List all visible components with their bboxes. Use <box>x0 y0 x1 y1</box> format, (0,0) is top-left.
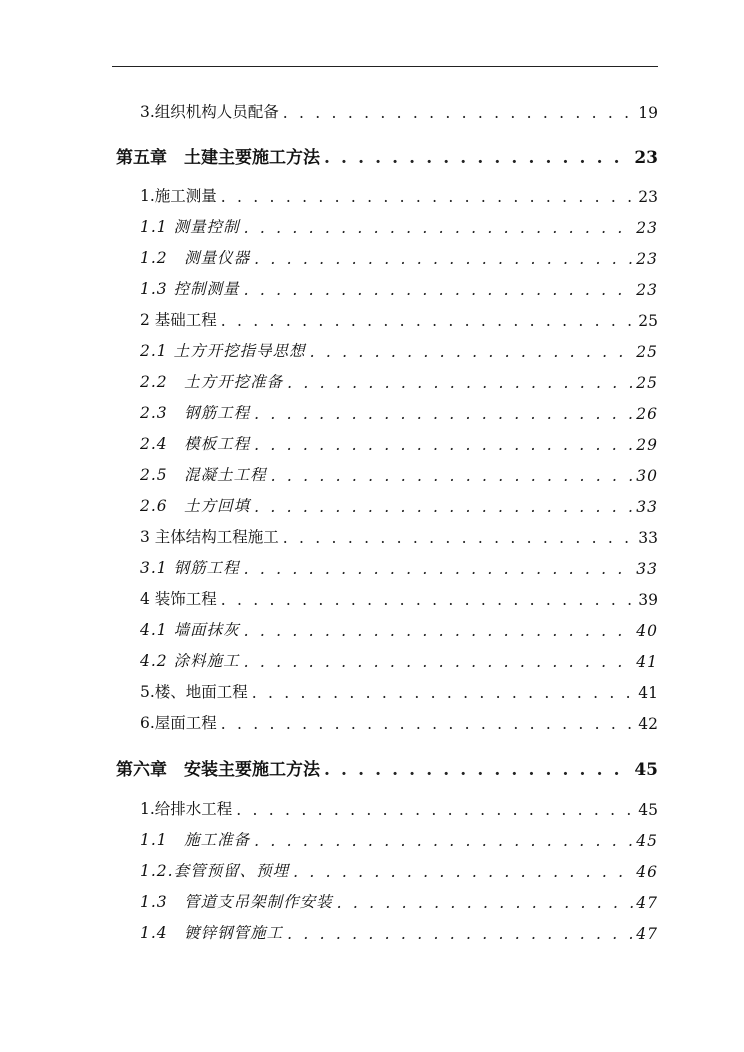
dot-leader <box>221 188 636 206</box>
dot-leader <box>283 529 636 547</box>
toc-subentry-title: 1.4 镀锌钢管施工 <box>140 924 284 942</box>
toc-subentry-page: 25 <box>636 374 658 392</box>
toc-entry-title: 1.施工测量 <box>140 187 217 205</box>
dot-leader <box>244 560 635 578</box>
toc-subentry-page: 45 <box>636 832 658 850</box>
toc-entry-page: 25 <box>638 312 658 330</box>
toc-entry-page: 19 <box>638 104 658 122</box>
toc-subentry[interactable] <box>140 275 658 299</box>
toc-subentry-title: 4.1 墙面抹灰 <box>140 621 240 639</box>
toc-entry-title: 4 装饰工程 <box>140 590 217 608</box>
toc-subentry[interactable] <box>140 399 658 423</box>
toc-subentry[interactable] <box>140 554 658 578</box>
toc-subentry[interactable] <box>140 337 658 361</box>
toc-subentry-title: 1.2 测量仪器 <box>140 249 251 267</box>
toc-subentry-page: 25 <box>636 343 658 361</box>
toc-subentry[interactable] <box>140 244 658 268</box>
toc-subentry-page: 30 <box>636 467 658 485</box>
dot-leader <box>293 863 634 881</box>
toc-entry[interactable] <box>140 306 658 330</box>
dot-leader <box>254 405 634 423</box>
toc-subentry-page: 29 <box>636 436 658 454</box>
dot-leader <box>254 436 634 454</box>
toc-entry[interactable] <box>140 709 658 733</box>
toc-subentry-page: 41 <box>636 653 658 671</box>
toc-subentry-title: 1.3 控制测量 <box>140 280 240 298</box>
toc-subentry-title: 2.3 钢筋工程 <box>140 404 251 422</box>
toc-entry[interactable] <box>140 98 658 122</box>
dot-leader <box>287 925 634 943</box>
dot-leader <box>287 374 634 392</box>
toc-entry[interactable] <box>140 182 658 206</box>
toc-subentry-title: 3.1 钢筋工程 <box>140 559 240 577</box>
toc-entry[interactable] <box>140 678 658 702</box>
toc-subentry-page: 26 <box>636 405 658 423</box>
toc-entry-page: 39 <box>638 591 658 609</box>
dot-leader <box>324 148 632 168</box>
dot-leader <box>252 684 636 702</box>
dot-leader <box>310 343 635 361</box>
toc-subentry-page: 33 <box>636 498 658 516</box>
toc-entry-page: 45 <box>638 801 658 819</box>
toc-entry-page: 41 <box>638 684 658 702</box>
dot-leader <box>324 760 632 780</box>
toc-subentry-page: 47 <box>636 925 658 943</box>
toc-subentry-page: 23 <box>636 281 658 299</box>
dot-leader <box>221 591 636 609</box>
toc-entry-title: 5.楼、地面工程 <box>140 683 248 701</box>
dot-leader <box>221 312 636 330</box>
toc-subentry-page: 46 <box>636 863 658 881</box>
toc-entry-page: 33 <box>638 529 658 547</box>
dot-leader <box>236 801 636 819</box>
header-rule <box>112 66 658 67</box>
toc-subentry-title: 1.2.套管预留、预埋 <box>140 862 290 880</box>
toc-subentry-page: 40 <box>636 622 658 640</box>
toc-entry[interactable] <box>140 795 658 819</box>
toc-subentry-page: 33 <box>636 560 658 578</box>
dot-leader <box>271 467 635 485</box>
toc-subentry-title: 2.6 土方回填 <box>140 497 251 515</box>
toc-subentry-title: 2.4 模板工程 <box>140 435 251 453</box>
toc-subentry[interactable] <box>140 857 658 881</box>
toc-entry-page: 42 <box>638 715 658 733</box>
toc-subentry[interactable] <box>140 826 658 850</box>
toc-subentry[interactable] <box>140 368 658 392</box>
toc-chapter[interactable] <box>116 144 658 168</box>
toc-subentry[interactable] <box>140 919 658 943</box>
toc-entry-title: 6.屋面工程 <box>140 714 217 732</box>
toc-subentry[interactable] <box>140 647 658 671</box>
toc-subentry-page: 23 <box>636 219 658 237</box>
toc-entry-title: 2 基础工程 <box>140 311 217 329</box>
toc-chapter-title: 第六章 安装主要施工方法 <box>116 760 320 780</box>
toc-entry-title: 1.给排水工程 <box>140 800 233 818</box>
toc-entry-page: 23 <box>638 188 658 206</box>
toc-entry-title: 3.组织机构人员配备 <box>140 103 279 121</box>
toc-chapter-page: 45 <box>634 760 658 780</box>
dot-leader <box>244 622 635 640</box>
dot-leader <box>254 250 634 268</box>
toc-subentry[interactable] <box>140 430 658 454</box>
dot-leader <box>337 894 635 912</box>
toc-chapter-title: 第五章 土建主要施工方法 <box>116 148 320 168</box>
dot-leader <box>283 104 636 122</box>
toc-entry-title: 3 主体结构工程施工 <box>140 528 279 546</box>
toc-subentry[interactable] <box>140 461 658 485</box>
dot-leader <box>254 498 634 516</box>
dot-leader <box>244 653 635 671</box>
toc-chapter[interactable] <box>116 756 658 780</box>
toc-entry[interactable] <box>140 523 658 547</box>
toc-subentry[interactable] <box>140 213 658 237</box>
toc-subentry[interactable] <box>140 888 658 912</box>
toc-subentry-title: 2.2 土方开挖准备 <box>140 373 284 391</box>
toc-subentry-title: 2.5 混凝土工程 <box>140 466 267 484</box>
toc-entry[interactable] <box>140 585 658 609</box>
toc-subentry-page: 23 <box>636 250 658 268</box>
toc-subentry-title: 1.3 管道支吊架制作安装 <box>140 893 333 911</box>
toc-subentry-title: 1.1 施工准备 <box>140 831 251 849</box>
toc-subentry-title: 1.1 测量控制 <box>140 218 240 236</box>
toc-subentry-page: 47 <box>636 894 658 912</box>
toc-chapter-page: 23 <box>634 148 658 168</box>
toc-subentry[interactable] <box>140 492 658 516</box>
toc-subentry-title: 2.1 土方开挖指导思想 <box>140 342 306 360</box>
dot-leader <box>254 832 634 850</box>
toc-subentry[interactable] <box>140 616 658 640</box>
dot-leader <box>221 715 636 733</box>
dot-leader <box>244 219 635 237</box>
toc-subentry-title: 4.2 涂料施工 <box>140 652 240 670</box>
dot-leader <box>244 281 635 299</box>
